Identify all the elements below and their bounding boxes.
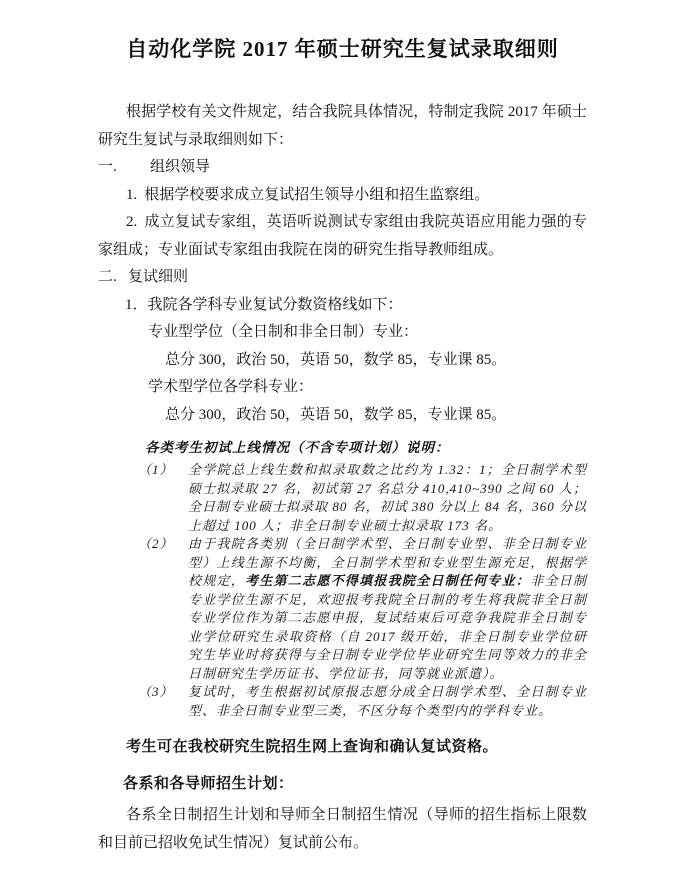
note-heading: 各类考生初试上线情况（不含专项计划）说明： — [145, 440, 450, 455]
document-title: 自动化学院 2017 年硕士研究生复试录取细则 — [126, 37, 559, 61]
section-1-heading — [98, 154, 587, 182]
enrollment-plan-heading: 各系和各导师招生计划： — [123, 774, 294, 792]
section-1-item-1-number: 1. — [126, 186, 138, 203]
section-1-item-2-number: 2. — [126, 214, 138, 230]
confirm-qualification-line: 考生可在我校研究生院招生网上查询和确认复试资格。 — [126, 738, 499, 755]
section-2-number: 二. — [98, 269, 117, 285]
note-item-3 — [138, 683, 587, 720]
score-line-intro: 1．我院各学科专业复试分数资格线如下： — [125, 296, 403, 313]
professional-degree-label: 专业型学位（全日制和非全日制）专业： — [148, 324, 419, 340]
note-item-1 — [138, 461, 587, 535]
section-1-item-1-text: 根据学校要求成立复试招生领导小组和招生监察组。 — [144, 186, 490, 203]
section-1-item-2 — [98, 209, 587, 264]
academic-degree-label: 学术型学位各学科专业： — [148, 379, 314, 395]
note-item-3-text: 复试时，考生根据初试原报志愿分成全日制学术型、全日制专业型、非全日制专业型三类，不区分每个类型内的学科专业。 — [188, 684, 587, 718]
enrollment-plan-paragraph: 各系全日制招生计划和导师全日制招生情况（导师的招生指标上限数和目前已招收免试生情况）复试前公布。 — [98, 807, 587, 851]
note-item-2-text: 由于我院各类别（全日制学术型、全日制专业型、非全日制专业型）上线生源不均衡，全日制学术型和专业型生源充足，根据学校规定，考生第二志愿不得填报我院全日制任何专业：非全日制专业学位生源不足，欢迎报考我院全日制的考生将我院非全日制专业学位作为第二志愿申报，复试结束后可竞争我院非全日制专业学位研究生录取资格（自 2017 级开始，非全日制专业学位研究生毕业时将获得与全日制专业学位毕业研究生同等效力的非全日制研究生学历证书、学位证书，同等就业派遣）。 — [188, 536, 587, 681]
note-item-2-bold-clause: 考生第二志愿不得填报我院全日制任何专业： — [245, 573, 531, 588]
professional-degree-scores: 总分 300，政治 50，英语 50，数学 85，专业课 85。 — [165, 351, 507, 368]
note-item-2-number: （2） — [138, 536, 174, 551]
note-item-1-number: （1） — [138, 462, 174, 477]
section-1-title: 组织领导 — [150, 159, 211, 175]
note-item-1-text: 全学院总上线生数和拟录取数之比约为 1.32：1；全日制学术型硕士拟录取 27 名，初试第 27 名总分 410,410~390 之间 60 人；全日制专业硕士拟录取 80 名，初试 380 分以上 84 名，360 分以上超过 100 人；非全日制专业硕士拟录取 173 名。 — [188, 462, 587, 533]
section-2-title: 复试细则 — [128, 269, 189, 285]
section-2-heading — [98, 264, 587, 292]
academic-degree-scores: 总分 300，政治 50，英语 50，数学 85，专业课 85。 — [165, 406, 507, 423]
section-1-item-1 — [98, 182, 587, 210]
note-item-3-number: （3） — [138, 684, 174, 699]
section-1-item-2-text: 成立复试专家组，英语听说测试专家组由我院英语应用能力强的专家组成；专业面试专家组由我院在岗的研究生指导教师组成。 — [98, 214, 587, 258]
section-1-number: 一. — [98, 159, 117, 175]
note-item-2 — [138, 535, 587, 683]
note-block — [138, 437, 587, 720]
intro-paragraph: 根据学校有关文件规定，结合我院具体情况，特制定我院 2017 年硕士研究生复试与录取细则如下： — [98, 104, 587, 148]
